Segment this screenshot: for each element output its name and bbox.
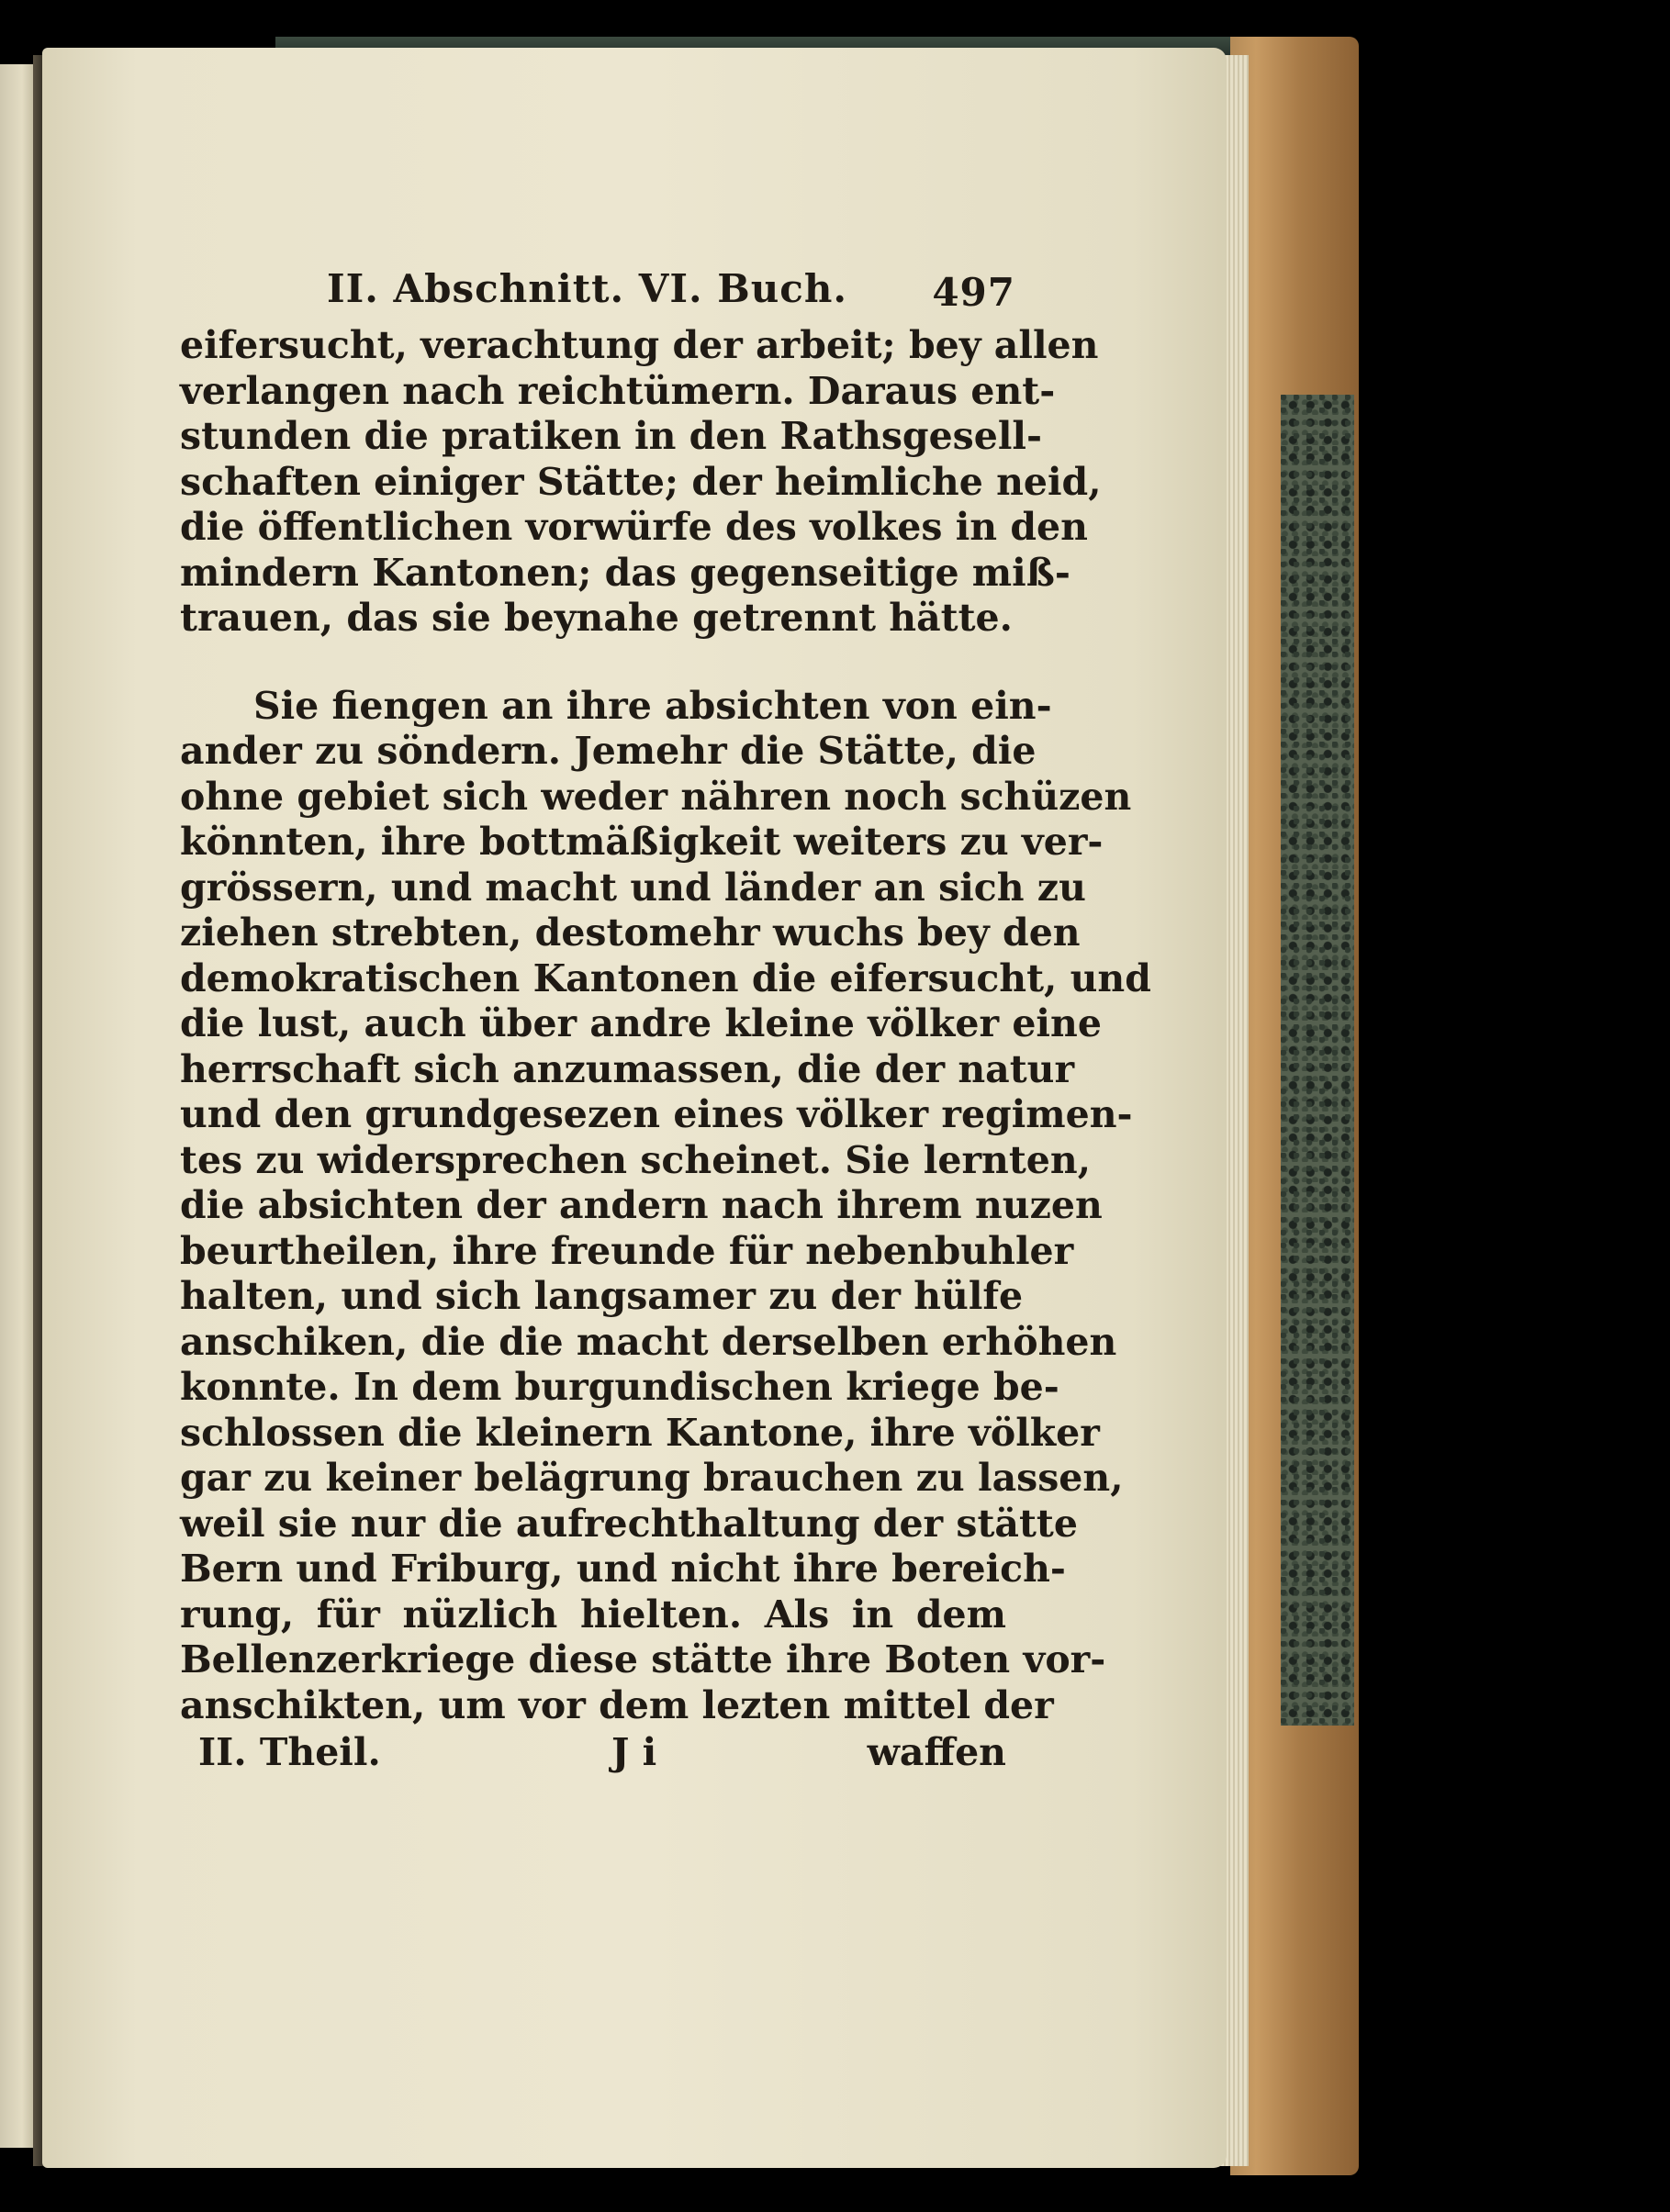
text-line: konnte. In dem burgundischen kriege be- <box>180 1365 1059 1409</box>
text-line: anschiken, die die macht derselben erhöhen <box>180 1319 1117 1364</box>
text-line: verlangen nach reichtümern. Daraus ent- <box>180 368 1056 413</box>
page-footer <box>180 1730 1006 1776</box>
text-line: Bern und Friburg, und nicht ihre bereich- <box>180 1547 1066 1591</box>
text-line: die lust, auch über andre kleine völker eine <box>180 1001 1102 1045</box>
text-line: ander zu söndern. Jemehr die Stätte, die <box>180 729 1037 773</box>
text-line: trauen, das sie beynahe getrennt hätte. <box>180 596 1013 640</box>
text-block <box>180 259 1151 1776</box>
text-line: halten, und sich langsamer zu der hülfe <box>180 1274 1024 1318</box>
paragraph-1 <box>180 323 1102 642</box>
text-line: Bellenzerkriege diese stätte ihre Boten vor- <box>180 1637 1106 1681</box>
previous-page-edge <box>0 64 37 2148</box>
text-line: rung, für nüzlich hielten. Als in dem <box>180 1592 1006 1637</box>
text-line: weil sie nur die aufrechthaltung der stätte <box>180 1501 1078 1546</box>
text-line: stunden die pratiken in den Rathsgesell- <box>180 414 1042 458</box>
page-number: 497 <box>932 270 1015 315</box>
text-line: schlossen die kleinern Kantone, ihre völker <box>180 1410 1100 1455</box>
text-line: mindern Kantonen; das gegenseitige miß- <box>180 550 1070 595</box>
text-line: herrschaft sich anzumassen, die der natur <box>180 1046 1075 1091</box>
marbled-board <box>1281 395 1354 1726</box>
text-line: ziehen strebten, destomehr wuchs bey den <box>180 910 1081 955</box>
text-line: anschikten, um vor dem lezten mittel der <box>180 1682 1054 1727</box>
text-line: die absichten der andern nach ihrem nuzen <box>180 1183 1103 1227</box>
sheet-mark: J i <box>611 1730 657 1774</box>
text-line: könnten, ihre bottmäßigkeit weiters zu ver- <box>180 820 1104 864</box>
running-title: II. Abschnitt. VI. Buch. <box>327 266 848 311</box>
running-head <box>180 259 1015 323</box>
text-line: gar zu keiner belägrung brauchen zu lassen, <box>180 1456 1124 1500</box>
text-line: Sie fiengen an ihre absichten von ein- <box>253 683 1052 728</box>
text-line: beurtheilen, ihre freunde für nebenbuhler <box>180 1228 1074 1273</box>
text-line: die öffentlichen vorwürfe des volkes in den <box>180 505 1088 549</box>
text-line: tes zu widersprechen scheinet. Sie lernten, <box>180 1137 1091 1182</box>
text-line: grössern, und macht und länder an sich zu <box>180 865 1086 910</box>
book-page <box>42 48 1227 2168</box>
text-line: und den grundgesezen eines völker regimen- <box>180 1092 1133 1136</box>
text-line: schaften einiger Stätte; der heimliche neid, <box>180 459 1102 504</box>
text-line: eifersucht, verachtung der arbeit; bey allen <box>180 323 1099 367</box>
catchword: waffen <box>867 1730 1006 1774</box>
volume-signature: II. Theil. <box>198 1730 381 1774</box>
paragraph-2 <box>180 683 1151 1729</box>
text-line: ohne gebiet sich weder nähren noch schüzen <box>180 774 1132 819</box>
text-line: demokratischen Kantonen die eifersucht, und <box>180 955 1151 1000</box>
